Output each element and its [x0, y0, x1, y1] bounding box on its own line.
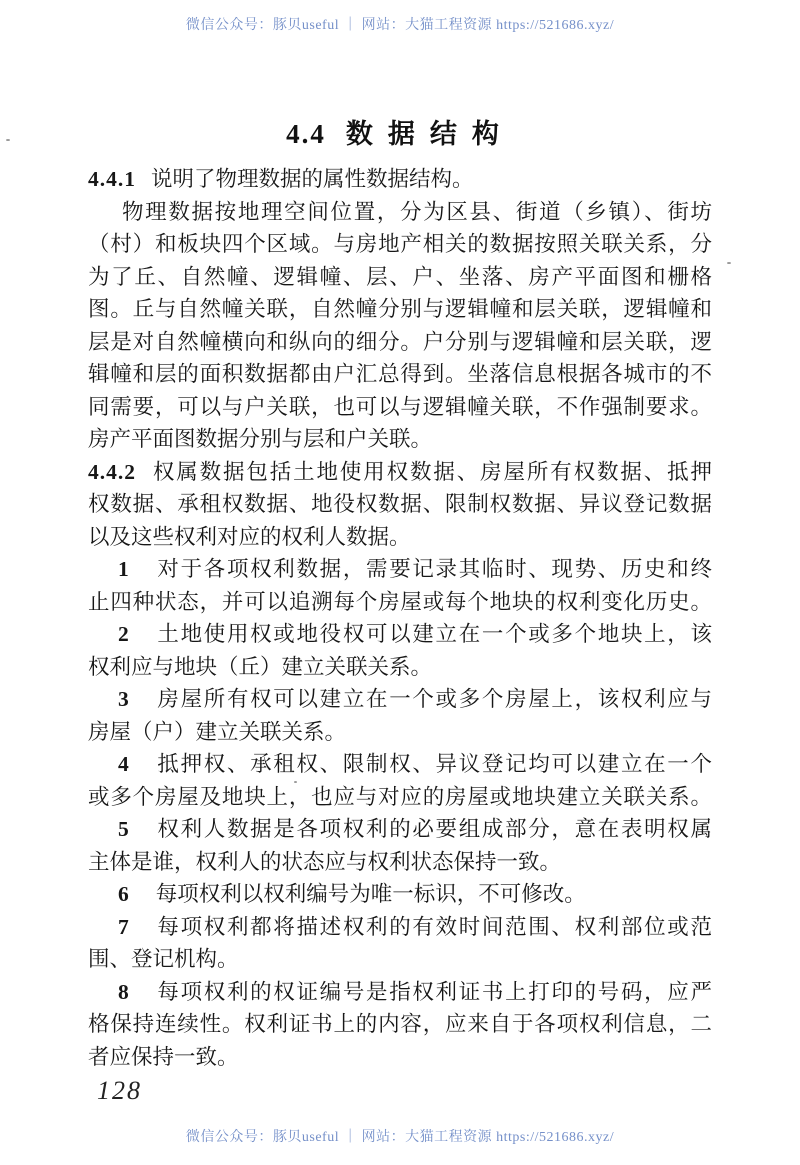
text-line: [88, 846, 712, 879]
section-number: 4.4: [286, 119, 326, 149]
line-text: 格保持连续性。权利证书上的内容，应来自于各项权利信息，二: [88, 1012, 712, 1036]
text-line: [88, 651, 712, 684]
text-line: [88, 1008, 712, 1041]
line-text: 或多个房屋及地块上，也应与对应的房屋或地块建立关联关系。: [88, 784, 712, 809]
line-text: 图。丘与自然幢关联，自然幢分别与逻辑幢和层关联，逻辑幢和: [88, 297, 712, 321]
item-number: 7: [118, 914, 130, 939]
text-line: [88, 163, 712, 196]
line-text: 以及这些权利对应的权利人数据。: [88, 524, 411, 549]
text-line: [88, 911, 712, 944]
text-line: [88, 618, 712, 651]
line-text: 权属数据包括土地使用权数据、房屋所有权数据、抵押: [151, 459, 712, 484]
line-text: 者应保持一致。: [88, 1044, 239, 1069]
line-text: 房屋所有权可以建立在一个或多个房屋上，该权利应与: [155, 687, 712, 711]
text-line: [88, 748, 712, 781]
text-line: [88, 878, 712, 911]
text-line: [88, 423, 712, 456]
line-text: 主体是谁，权利人的状态应与权利状态保持一致。: [88, 849, 562, 874]
line-text: 同需要，可以与户关联，也可以与逻辑幢关联，不作强制要求。: [88, 394, 712, 419]
line-text: 权利人数据是各项权利的必要组成部分，意在表明权属: [155, 817, 712, 841]
text-line: [88, 813, 712, 846]
line-text: 止四种状态，并可以追溯每个房屋或每个地块的权利变化历史。: [88, 589, 712, 614]
section-title: 数据结构: [345, 119, 514, 149]
item-number: 8: [118, 979, 130, 1004]
header-watermark: 微信公众号：豚贝useful ｜ 网站：大猫工程资源 https://521686.xyz/: [185, 18, 615, 33]
line-text: 围、登记机构。: [88, 947, 239, 971]
item-number: 6: [118, 882, 130, 906]
line-text: 对于各项权利数据，需要记录其临时、现势、历史和终: [155, 557, 712, 581]
item-number: 5: [118, 817, 130, 841]
text-line: [88, 1041, 712, 1074]
scan-artifact: [6, 139, 10, 141]
item-number: 3: [118, 687, 130, 711]
text-line: [88, 781, 712, 814]
item-number: 4.4.2: [88, 459, 136, 484]
text-line: [88, 196, 712, 229]
item-number: 2: [118, 622, 130, 646]
line-text: 抵押权、承租权、限制权、异议登记均可以建立在一个: [155, 752, 712, 776]
footer-watermark: 微信公众号：豚贝useful ｜ 网站：大猫工程资源 https://521686.xyz/: [185, 1130, 615, 1145]
line-text: 每项权利的权证编号是指权利证书上打印的号码，应严: [155, 979, 712, 1004]
line-text: 辑幢和层的面积数据都由户汇总得到。坐落信息根据各城市的不: [88, 362, 712, 386]
text-line: [88, 261, 712, 294]
line-text: 说明了物理数据的属性数据结构。: [151, 167, 474, 191]
item-number: 1: [118, 557, 130, 581]
scan-artifact: [727, 262, 731, 264]
item-number: 4: [118, 752, 130, 776]
text-line: [88, 716, 712, 749]
document-body: [88, 163, 712, 1073]
text-line: [88, 553, 712, 586]
text-line: [88, 228, 712, 261]
line-text: 权数据、承租权数据、地役权数据、限制权数据、异议登记数据: [88, 492, 712, 516]
text-line: [88, 521, 712, 554]
line-text: 权利应与地块（丘）建立关联关系。: [88, 654, 433, 679]
text-line: [88, 391, 712, 424]
line-text: 土地使用权或地役权可以建立在一个或多个地块上，该: [155, 622, 712, 646]
text-line: [88, 358, 712, 391]
item-number: 4.4.1: [88, 167, 136, 191]
page-number: 128: [97, 1076, 142, 1105]
line-text: 房产平面图数据分别与层和户关联。: [88, 427, 433, 451]
section-heading: [0, 112, 800, 151]
line-text: 物理数据按地理空间位置，分为区县、街道（乡镇）、街坊: [122, 199, 712, 224]
text-line: [88, 326, 712, 359]
text-line: [88, 683, 712, 716]
line-text: 层是对自然幢横向和纵向的细分。户分别与逻辑幢和层关联，逻: [88, 329, 712, 354]
line-text: （村）和板块四个区域。与房地产相关的数据按照关联关系，分: [88, 232, 712, 256]
text-line: [88, 293, 712, 326]
line-text: 为了丘、自然幢、逻辑幢、层、户、坐落、房产平面图和栅格: [88, 264, 712, 289]
text-line: [88, 943, 712, 976]
line-text: 每项权利以权利编号为唯一标识，不可修改。: [155, 882, 586, 906]
text-line: [88, 456, 712, 489]
line-text: 每项权利都将描述权利的有效时间范围、权利部位或范: [155, 914, 712, 939]
line-text: 房屋（户）建立关联关系。: [88, 719, 347, 744]
text-line: [88, 586, 712, 619]
text-line: [88, 976, 712, 1009]
scan-artifact: [294, 781, 297, 783]
text-line: [88, 488, 712, 521]
